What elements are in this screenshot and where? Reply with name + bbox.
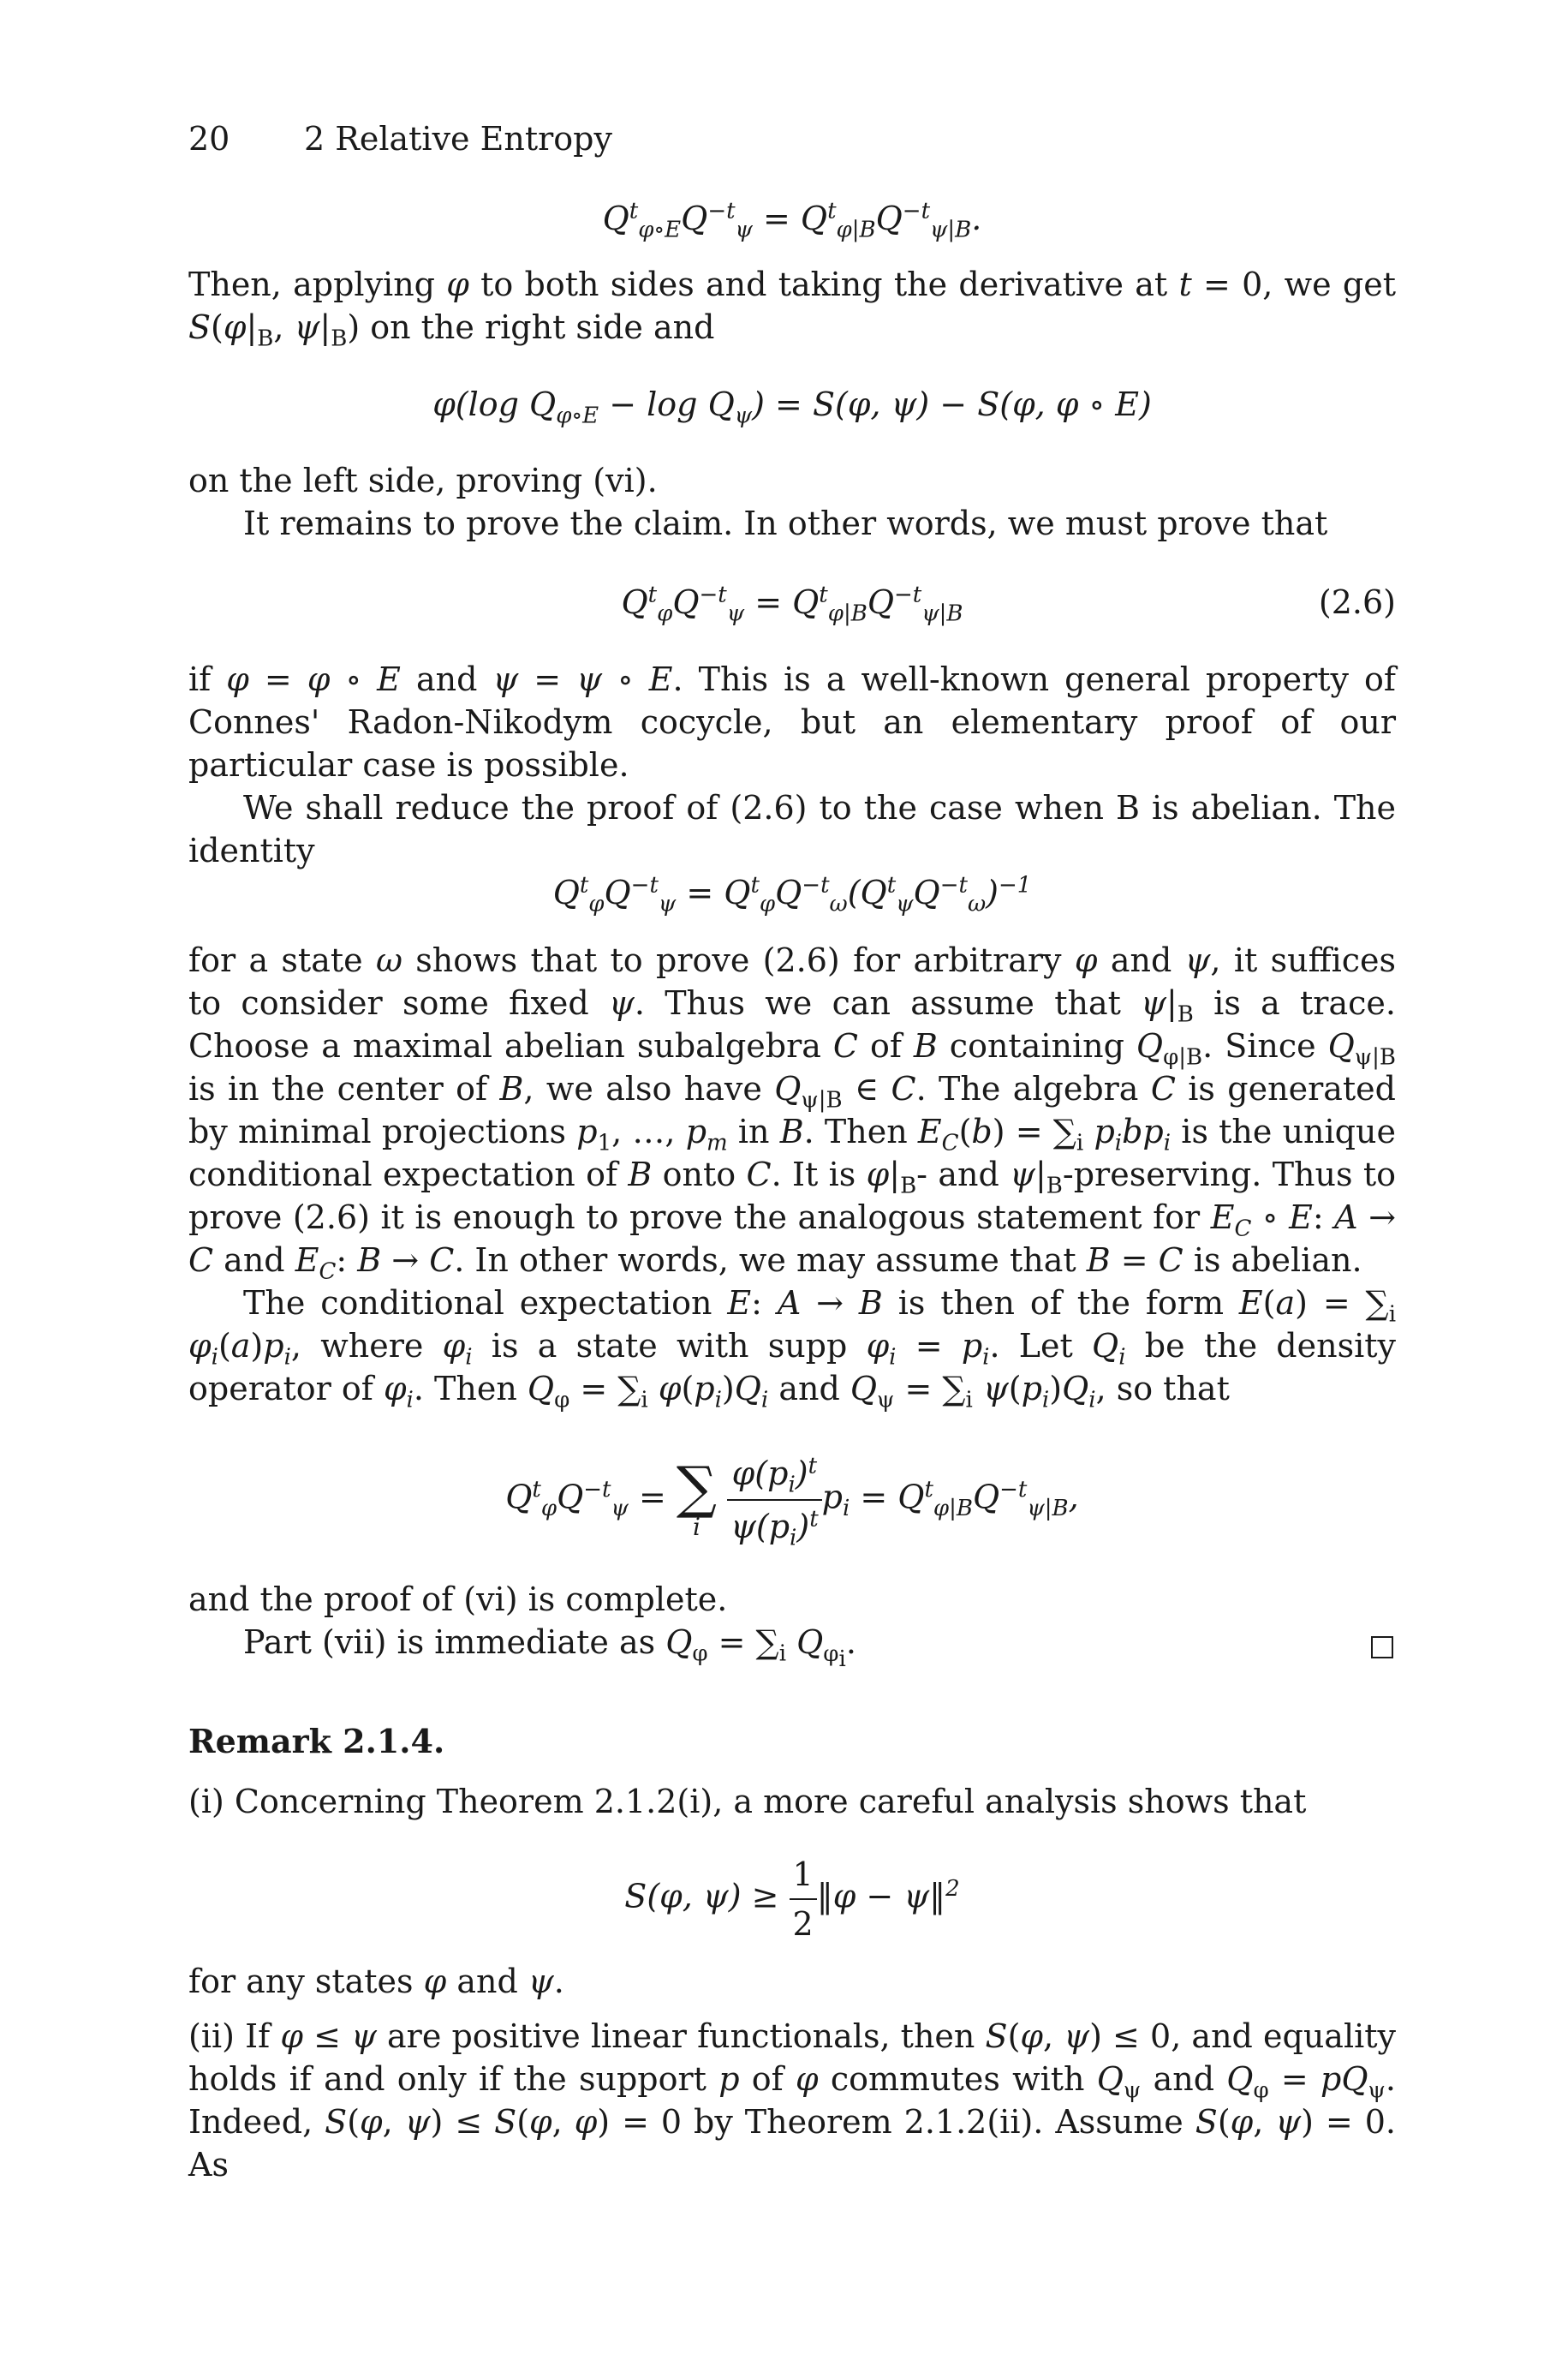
fraction-one-half: $\frac{1}{2}$: [790, 1850, 817, 1948]
paragraph-left-side: [188, 459, 1396, 545]
paragraph-connes: if φ = φ ∘ E and ψ = ψ ∘ E. This is a well-known general property of Connes' Radon-Nikodym cocycle, but an elementary proof of our particular case is possible. We shall reduce the proof of (2.6) to the case when B is abelian. The identity: [188, 658, 1396, 872]
equation-number: (2.6): [1318, 583, 1396, 621]
equation-cocycle-restriction: $Q^t_{\varphi\circ E}Q^{-t}_\psi = Q^t_{\varphi|B}Q^{-t}_{\psi|B}$.: [602, 198, 982, 243]
equation-identity: $Q^t_\varphi Q^{-t}_\psi = Q^t_\varphi Q^{-t}_\omega(Q^t_\psi Q^{-t}_\omega)^{-1}$: [552, 872, 1032, 917]
text-left-side: on the left side, proving (vi).: [188, 462, 658, 499]
text-reduce-abelian: We shall reduce the proof of (2.6) to the case when B is abelian. The identity: [188, 789, 1396, 869]
running-title: 2 Relative Entropy: [304, 120, 612, 158]
page-number: 20: [188, 120, 230, 158]
paragraph-remark-i: [188, 1780, 1396, 1823]
running-header: [188, 120, 612, 158]
fraction-phi-psi: $\frac{\varphi(p_i)^t}{\psi(p_i)^t}$: [727, 1448, 822, 1552]
equation-pinsker: S(φ, ψ) ≥ $\frac{1}{2}$ ‖φ − ψ‖$^2$: [188, 1850, 1396, 1948]
summation-symbol: ∑ i: [676, 1455, 717, 1541]
equation-2-6: $Q^t_\varphi Q^{-t}_\psi = Q^t_{\varphi|B}Q^{-t}_{\psi|B}$ (2.6): [621, 582, 1396, 627]
remark-heading: Remark 2.1.4.: [188, 1722, 445, 1760]
paragraph-proof-complete: and the proof of (vi) is complete. Part (vii) is immediate as $Q_\varphi = \sum_i$ $Q_{\varphi_i}$.: [188, 1578, 1396, 1664]
equation-log-difference: φ(log $Q_{\varphi\circ E} - \log Q_\psi) = S(\varphi$, ψ) − S(φ, φ ∘ E): [432, 385, 1152, 429]
text-proof-complete: and the proof of (vi) is complete.: [188, 1580, 728, 1618]
paragraph-any-states: for any states φ and ψ.: [188, 1963, 564, 2000]
paragraph-remark-ii: (ii) If φ ≤ ψ are positive linear functionals, then S(φ, ψ) ≤ 0, and equality holds if and only if the support p of φ commutes with $Q_\psi$ and $Q_\varphi = pQ_\psi$. Indeed, S(φ, ψ) ≤ S(φ, φ) = 0 by Theorem 2.1.2(ii). Assume S(φ, ψ) = 0. As: [188, 2017, 1396, 2184]
qed-box-icon: [1371, 1636, 1393, 1658]
text-remark-i: (i) Concerning Theorem 2.1.2(i), a more careful analysis shows that: [188, 1783, 1307, 1820]
text-remains-to-prove: It remains to prove the claim. In other words, we must prove that: [243, 505, 1328, 542]
equation-sum-ratio: $Q^t_\varphi Q^{-t}_\psi$ = ∑ i $\frac{\varphi(p_i)^t}{\psi(p_i)^t}$ $p_i = Q^t_{\varphi|B}Q^{-t}_{\psi|B}$,: [188, 1448, 1396, 1552]
paragraph-derivative: Then, applying φ to both sides and taking the derivative at t = 0, we get $S(\varphi|_B$, $\psi|_B$) on the right side and: [188, 266, 1396, 352]
paragraph-state-omega: for a state ω shows that to prove (2.6) for arbitrary φ and ψ, it suffices to consider some fixed ψ. Thus we can assume that $\psi|_B$ is a trace. Choose a maximal abelian subalgebra C of B containing $Q_{\varphi|B}$. Since $Q_{\psi|B}$ is in the center of B, we also have $Q_{\psi|B}$ ∈ C. The algebra C is generated by minimal projections $p_1$, …, $p_m$ in B. Then $E_C(b) = \sum_i$ $p_ibp_i$ is the unique conditional expectation of B onto C. It is $\varphi|_B-$ and $\psi|_B$-preserving. Thus to prove (2.6) it is enough to prove the analogous statement for $E_C$ ∘ E: A → C and $E_C$: B → C. In other words, we may assume that B = C is abelian. The conditional expectation E: A → B is then of the form $E(a) = \sum_i$ $\varphi_i(a)p_i$, where $\varphi_i$ is a state with supp $\varphi_i = p_i$. Let $Q_i$ be the density operator of $\varphi_i$. Then $Q_\varphi = \sum_i$ $\varphi(p_i)Q_i$ and $Q_\psi = \sum_i$ $\psi(p_i)Q_i$, so that: [188, 941, 1397, 1413]
